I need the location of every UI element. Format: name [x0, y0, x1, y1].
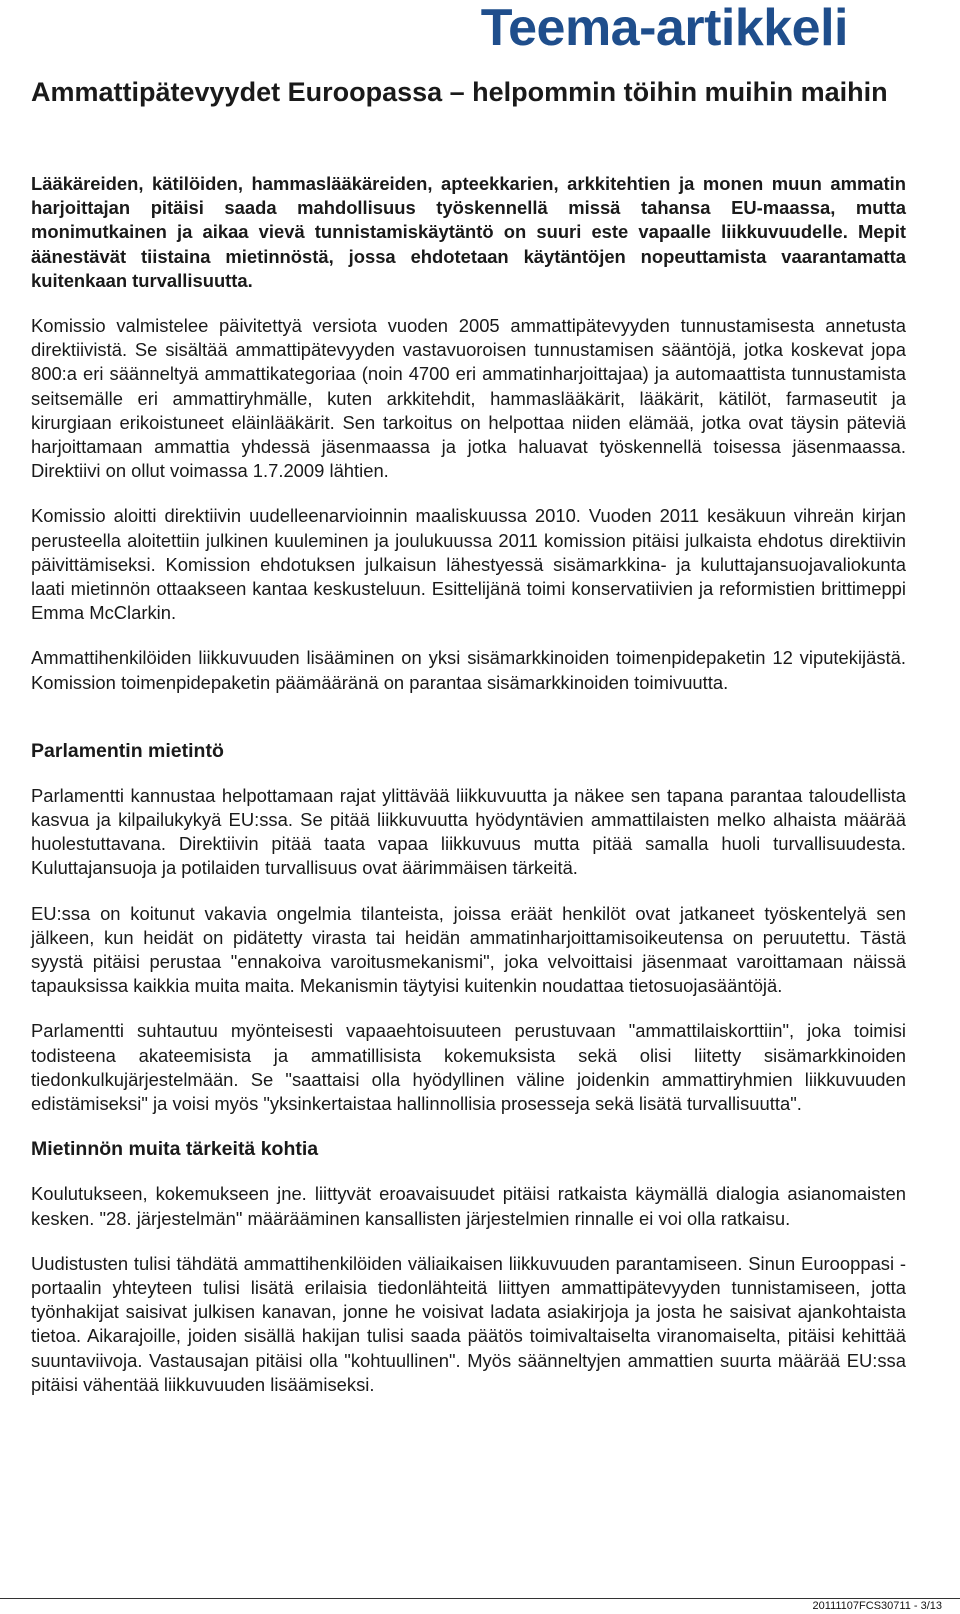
body-paragraph: Komissio aloitti direktiivin uudelleenarvioinnin maaliskuussa 2010. Vuoden 2011 kesäkuun vihreän kirjan perusteella aloitettiin julkinen kuuleminen ja joulukuussa 2011 komission pitäisi julkaista ehdotus direktiivin päivittämiseksi. Komission ehdotuksen julkaisun lähestyessä sisämarkkina- ja kuluttajansuojavaliokunta laati mietinnön ottaakseen kantaa keskusteluun. Esittelijänä toimi konservatiivien ja reformistien brittimeppi Emma McClarkin. — [31, 505, 906, 624]
document-reference: 20111107FCS30711 - 3/13 — [812, 1600, 942, 1612]
article-body — [31, 172, 906, 1397]
section-heading: Mietinnön muita tärkeitä kohtia — [31, 1138, 319, 1161]
section-heading: Parlamentin mietintö — [31, 739, 224, 762]
body-paragraph: Parlamentti kannustaa helpottamaan rajat ylittävää liikkuvuutta ja näkee sen tapana parantaa taloudellista kasvua ja kilpailukykyä EU:ssa. Se pitää liikkuvuutta hyödyntävien ammattilaisten melko alhaista määrää huolestuttavana. Direktiivin pitää taata vapaa liikkuvuus mutta pitää samalla huoli turvallisuudesta. Kuluttajansuoja ja potilaiden turvallisuus ovat äärimmäisen tärkeitä. — [31, 784, 906, 879]
body-paragraph: Komissio valmistelee päivitettyä versiota vuoden 2005 ammattipätevyyden tunnustamisesta annetusta direktiivistä. Se sisältää ammattipätevyyden vastavuoroisen tunnustamisen sääntöjä, jotka koskevat jopa 800:a eri säänneltyä ammattikategoriaa (noin 4700 eri ammatinharjoittajaa) ja automaattista tunnustamista seitsemälle eri ammattiryhmälle, kuten arkkitehdit, hammaslääkärit, lääkärit, kätilöt, farmaseutit ja kirurgiaan erikoistuneet eläinlääkärit. Sen tarkoitus on helpottaa niiden elämää, jotka ovat täysin päteviä harjoittamaan ammattia yhdessä jäsenmaassa ja jotka haluavat työskennellä toisessa jäsenmaassa. Direktiivi on ollut voimassa 1.7.2009 lähtien. — [31, 315, 906, 482]
body-paragraph: Ammattihenkilöiden liikkuvuuden lisääminen on yksi sisämarkkinoiden toimenpidepaketin 12 viputekijästä. Komission toimenpidepaketin päämääränä on parantaa sisämarkkinoiden toimivuutta. — [31, 647, 906, 693]
footer-divider — [0, 1598, 960, 1599]
lead-paragraph: Lääkäreiden, kätilöiden, hammaslääkäreiden, apteekkarien, arkkitehtien ja monen muun ammatin harjoittajan pitäisi saada mahdollisuus työskennellä missä tahansa EU-maassa, mutta monimutkainen ja aikaa vievä tunnistamiskäytäntö on suuri este vapaalle liikkuvuudelle. Mepit äänestävät tiistaina mietinnöstä, jossa ehdotetaan käytäntöjen nopeuttamista vaarantamatta kuitenkaan turvallisuutta. — [31, 173, 906, 291]
body-paragraph: Parlamentti suhtautuu myönteisesti vapaaehtoisuuteen perustuvaan "ammattilaiskorttiin", joka toimisi todisteena akateemisista ja ammatillisista kokemuksista sekä olisi liitetty sisämarkkinoiden tiedonkulkujärjestelmään. Se "saattaisi olla hyödyllinen väline joidenkin ammattiryhmien liikkuvuuden edistämiseksi" ja voisi myös "yksinkertaistaa hallinnollisia prosesseja sekä lisätä turvallisuutta". — [31, 1020, 906, 1115]
body-paragraph: EU:ssa on koitunut vakavia ongelmia tilanteista, joissa eräät henkilöt ovat jatkaneet työskentelyä sen jälkeen, kun heidät on pidätetty virasta tai heidän ammatinharjoittamisoikeutensa on peruutettu. Tästä syystä pitäisi perustaa "ennakoiva varoitusmekanismi", joka velvoittaisi jäsenmaat varoittamaan näissä tapauksissa kaikkia muita maita. Mekanismin täytyisi kuitenkin noudattaa tietosuojasääntöjä. — [31, 902, 906, 997]
body-paragraph: Uudistusten tulisi tähdätä ammattihenkilöiden väliaikaisen liikkuvuuden parantamiseen. Sinun Eurooppasi -portaalin yhteyteen tulisi lisätä erilaisia tiedonlähteitä liittyen ammattipätevyyden tunnistamiseen, jotta työnhakijat saisivat julkisen kanavan, jonne he voisivat ladata asiakirjoja ja josta he saisivat ajankohtaista tietoa. Aikarajoille, joiden sisällä hakijan tulisi saada päätös toimivaltaiselta viranomaiselta, pitäisi kehittää suuntaviivoja. Vastausajan pitäisi olla "kohtuullinen". Myös säänneltyjen ammattien suurta määrää EU:ssa pitäisi vähentää liikkuvuuden lisäämiseksi. — [31, 1252, 906, 1395]
body-paragraph: Koulutukseen, kokemukseen jne. liittyvät eroavaisuudet pitäisi ratkaista käymällä dialogia asianomaisten kesken. "28. järjestelmän" määrääminen kansallisten järjestelmien rinnalle ei voi olla ratkaisu. — [31, 1183, 906, 1229]
section-label: Teema-artikkeli — [480, 0, 848, 57]
article-title: Ammattipätevyydet Euroopassa – helpommin töihin muihin maihin — [31, 77, 888, 107]
